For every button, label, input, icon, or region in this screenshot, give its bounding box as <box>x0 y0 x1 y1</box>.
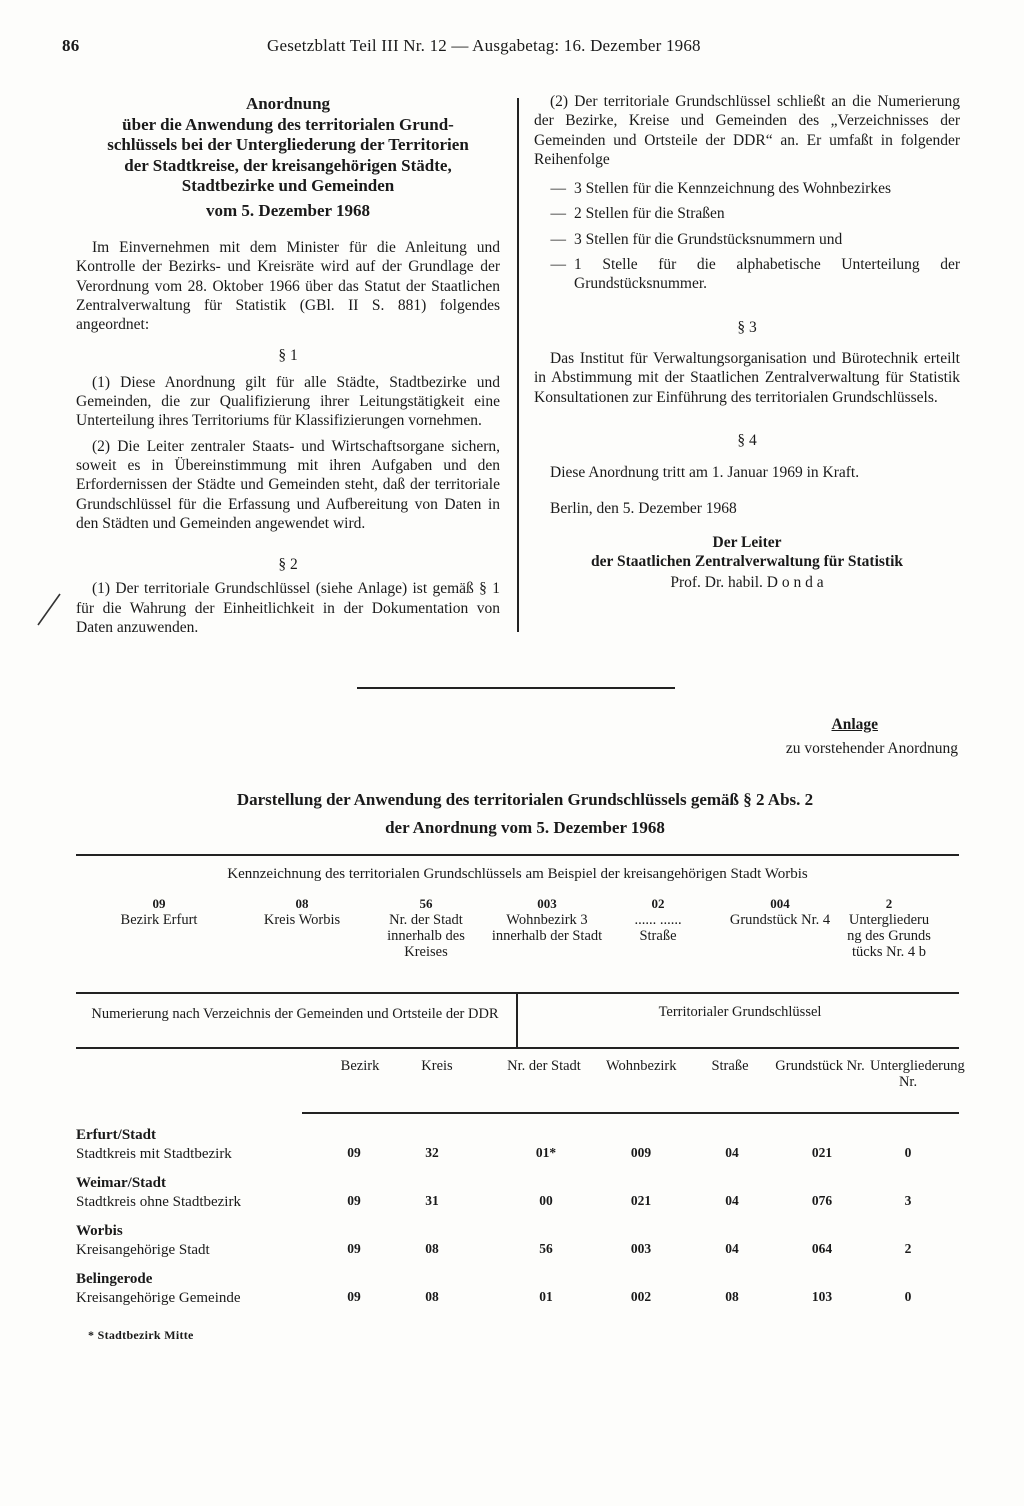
list-dash: — <box>550 256 566 274</box>
col-header-grundstueck: Grundstück Nr. <box>775 1058 865 1074</box>
list-text: 3 Stellen für die Kennzeichnung des Wohnbezirkes <box>574 180 891 198</box>
list-item <box>534 179 960 198</box>
row-place-type: Stadtkreis mit Stadtbezirk <box>76 1146 232 1162</box>
section-2-heading: § 2 <box>278 556 298 574</box>
example-code: 02 <box>651 896 665 911</box>
table-cell: 00 <box>539 1193 553 1208</box>
example-code-item <box>846 896 932 960</box>
row-place-name: Worbis <box>76 1223 123 1239</box>
group-header-right: Territorialer Grundschlüssel <box>658 1004 822 1020</box>
table-cell: 021 <box>811 1145 833 1160</box>
table-cell: 32 <box>425 1145 439 1160</box>
section-2-para-2: (2) Der territoriale Grundschlüssel schließt an die Numerierung der Bezirke, Kreise und Gemeinden des „Verzeichnisses der Gemeinden und Ortsteile der DDR“ an. Er umfaßt in folgender Reihenfolge <box>534 93 960 168</box>
table-cell: 08 <box>725 1289 739 1304</box>
header-bottom-rule <box>302 1112 959 1114</box>
example-code-item <box>628 896 688 944</box>
decree-title <box>76 94 500 221</box>
annex-label: Anlage <box>831 716 878 733</box>
list-text: 2 Stellen für die Straßen <box>574 205 725 223</box>
table-row-label <box>76 1222 210 1260</box>
table-cell: 009 <box>630 1145 652 1160</box>
table-cell: 09 <box>347 1145 361 1160</box>
decree-title-line: Anordnung <box>245 94 331 113</box>
example-heading: Kennzeichnung des territorialen Grundschlüssels am Beispiel der kreisangehörigen Stadt Worbis <box>227 866 808 882</box>
example-code-item <box>246 896 358 928</box>
section-2-para-1: (1) Der territoriale Grundschlüssel (siehe Anlage) ist gemäß § 1 für die Wahrung der Einheitlichkeit in der Dokumentation von Daten anzuwenden. <box>76 580 500 637</box>
table-cell: 04 <box>725 1193 739 1208</box>
table-cell: 003 <box>630 1241 652 1256</box>
row-place-type: Kreisangehörige Gemeinde <box>76 1290 241 1306</box>
example-label: Untergliederung des Grundstücks Nr. 4 b <box>847 912 931 960</box>
section-2-list <box>534 179 960 293</box>
row-place-name: Erfurt/Stadt <box>76 1127 156 1143</box>
example-code-item <box>490 896 604 944</box>
list-text: 1 Stelle für die alphabetische Unterteilung der Grundstücksnummer. <box>574 256 960 293</box>
table-cell: 08 <box>425 1241 439 1256</box>
decree-title-line: der Stadtkreise, der kreisangehörigen Städte, <box>124 155 452 175</box>
list-dash: — <box>550 230 566 248</box>
preamble: Im Einvernehmen mit dem Minister für die Anleitung und Kontrolle der Bezirks- und Kreisräte wird auf der Grundlage der Verordnung vom 28. Oktober 1966 über das Statut der Staatlichen Zentralverwaltung für Statistik (GBl. II S. 881) folgendes angeordnet: <box>76 239 500 334</box>
section-3-heading: § 3 <box>737 318 757 336</box>
section-1-para-2: (2) Die Leiter zentraler Staats- und Wirtschaftsorgane sichern, soweit es in Übereinstimmung mit ihren Aufgaben und den Erfordernissen der Städte und Gemeinden steht, daß der territoriale Grundschlüssel für die Erfassung und Aufbereitung von Daten in den Städten und Gemeinden angewendet wird. <box>76 437 500 532</box>
section-1-heading: § 1 <box>278 347 298 365</box>
table-cell: 076 <box>811 1193 833 1208</box>
section-1-para-1: (1) Diese Anordnung gilt für alle Städte, Stadtbezirke und Gemeinden, die zur Qualifizierung ihrer Leitungstätigkeit eine Unterteilung ihres Territoriums für Klassifizierungen vornehmen. <box>76 373 500 430</box>
table-row-label <box>76 1174 241 1212</box>
annex-sublabel: zu vorstehender Anordnung <box>785 740 958 757</box>
example-label: Nr. der Stadt innerhalb des Kreises <box>387 912 465 960</box>
example-code-item <box>728 896 832 928</box>
decree-title-line: über die Anwendung des territorialen Grund- <box>122 114 454 134</box>
group-bottom-rule <box>76 1047 959 1049</box>
example-label: Bezirk Erfurt <box>120 912 198 928</box>
col-header-stadt: Nr. der Stadt <box>507 1058 581 1074</box>
table-cell: 021 <box>630 1193 652 1208</box>
signer-title: der Staatlichen Zentralverwaltung für Statistik <box>590 553 903 571</box>
table-cell: 09 <box>347 1241 361 1256</box>
row-place-name: Weimar/Stadt <box>76 1175 166 1191</box>
example-label: Grundstück Nr. 4 <box>729 912 831 928</box>
table-cell: 31 <box>425 1193 439 1208</box>
table-row-label <box>76 1126 232 1164</box>
page-number: 86 <box>62 36 80 55</box>
table-cell: 0 <box>904 1145 912 1160</box>
decree-title-line: Stadtbezirke und Gemeinden <box>181 176 395 195</box>
decree-title-line: schlüssels bei der Untergliederung der Territorien <box>107 135 469 154</box>
place-date: Berlin, den 5. Dezember 1968 <box>550 500 737 518</box>
separator-rule <box>357 687 675 689</box>
list-item <box>534 204 960 223</box>
row-place-type: Stadtkreis ohne Stadtbezirk <box>76 1194 241 1210</box>
table-cell: 56 <box>539 1241 553 1256</box>
group-divider <box>516 993 518 1047</box>
table-cell: 2 <box>904 1241 912 1256</box>
col-header-strasse: Straße <box>711 1058 749 1074</box>
list-dash: — <box>550 180 566 198</box>
list-dash: — <box>550 205 566 223</box>
table-cell: 04 <box>725 1145 739 1160</box>
row-place-type: Kreisangehörige Stadt <box>76 1242 210 1258</box>
signer-title: Der Leiter <box>712 533 782 551</box>
example-label: Wohnbezirk 3 innerhalb der Stadt <box>491 912 603 944</box>
example-code: 09 <box>152 896 166 911</box>
group-header-left: Numerierung nach Verzeichnis der Gemeinden und Ortsteile der DDR <box>91 1006 499 1022</box>
running-title: Gesetzblatt Teil III Nr. 12 — Ausgabetag: 16. Dezember 1968 <box>267 36 701 55</box>
section-4-para: Diese Anordnung tritt am 1. Januar 1969 in Kraft. <box>550 464 860 482</box>
list-item <box>534 255 960 294</box>
example-label: ...... ...... Straße <box>634 912 682 944</box>
footnote: * Stadtbezirk Mitte <box>88 1328 194 1342</box>
table-cell: 09 <box>347 1289 361 1304</box>
example-code: 56 <box>419 896 433 911</box>
table-cell: 08 <box>425 1289 439 1304</box>
section-3-para: Das Institut für Verwaltungsorganisation und Bürotechnik erteilt in Abstimmung mit der Staatlichen Zentralverwaltung für Statistik Konsultationen zur Einführung des territorialen Grundschlüssels. <box>534 349 960 406</box>
table-cell: 3 <box>904 1193 912 1208</box>
signer-name: Prof. Dr. habil. D o n d a <box>670 574 824 592</box>
left-column <box>76 94 500 637</box>
margin-pencil-mark <box>34 592 64 628</box>
table-cell: 103 <box>811 1289 833 1304</box>
table-cell: 01 <box>539 1289 553 1304</box>
table-cell: 01* <box>535 1145 557 1160</box>
col-header-bezirk: Bezirk <box>340 1058 380 1074</box>
list-item <box>534 230 960 249</box>
col-header-kreis: Kreis <box>421 1058 453 1074</box>
example-label: Kreis Worbis <box>263 912 341 928</box>
col-header-wohnbezirk: Wohnbezirk <box>606 1058 677 1074</box>
right-column <box>534 92 960 593</box>
section-4-heading: § 4 <box>737 431 757 449</box>
table-top-rule <box>76 854 959 856</box>
column-divider <box>517 98 519 632</box>
table-row-label <box>76 1270 241 1308</box>
example-code-item <box>100 896 218 928</box>
example-bottom-rule <box>76 992 959 994</box>
annex-title: der Anordnung vom 5. Dezember 1968 <box>385 818 665 837</box>
annex-title: Darstellung der Anwendung des territorialen Grundschlüssels gemäß § 2 Abs. 2 <box>236 790 814 809</box>
table-cell: 04 <box>725 1241 739 1256</box>
example-code: 004 <box>770 896 790 911</box>
table-cell: 002 <box>630 1289 652 1304</box>
table-cell: 09 <box>347 1193 361 1208</box>
table-cell: 064 <box>811 1241 833 1256</box>
decree-date: vom 5. Dezember 1968 <box>206 200 370 220</box>
example-code: 003 <box>537 896 557 911</box>
example-code-item <box>372 896 480 960</box>
table-cell: 0 <box>904 1289 912 1304</box>
example-code: 2 <box>885 896 893 911</box>
col-header-untergliederung: Untergliederung Nr. <box>870 1058 965 1090</box>
example-code: 08 <box>295 896 309 911</box>
row-place-name: Belingerode <box>76 1271 153 1287</box>
list-text: 3 Stellen für die Grundstücksnummern und <box>574 230 843 248</box>
